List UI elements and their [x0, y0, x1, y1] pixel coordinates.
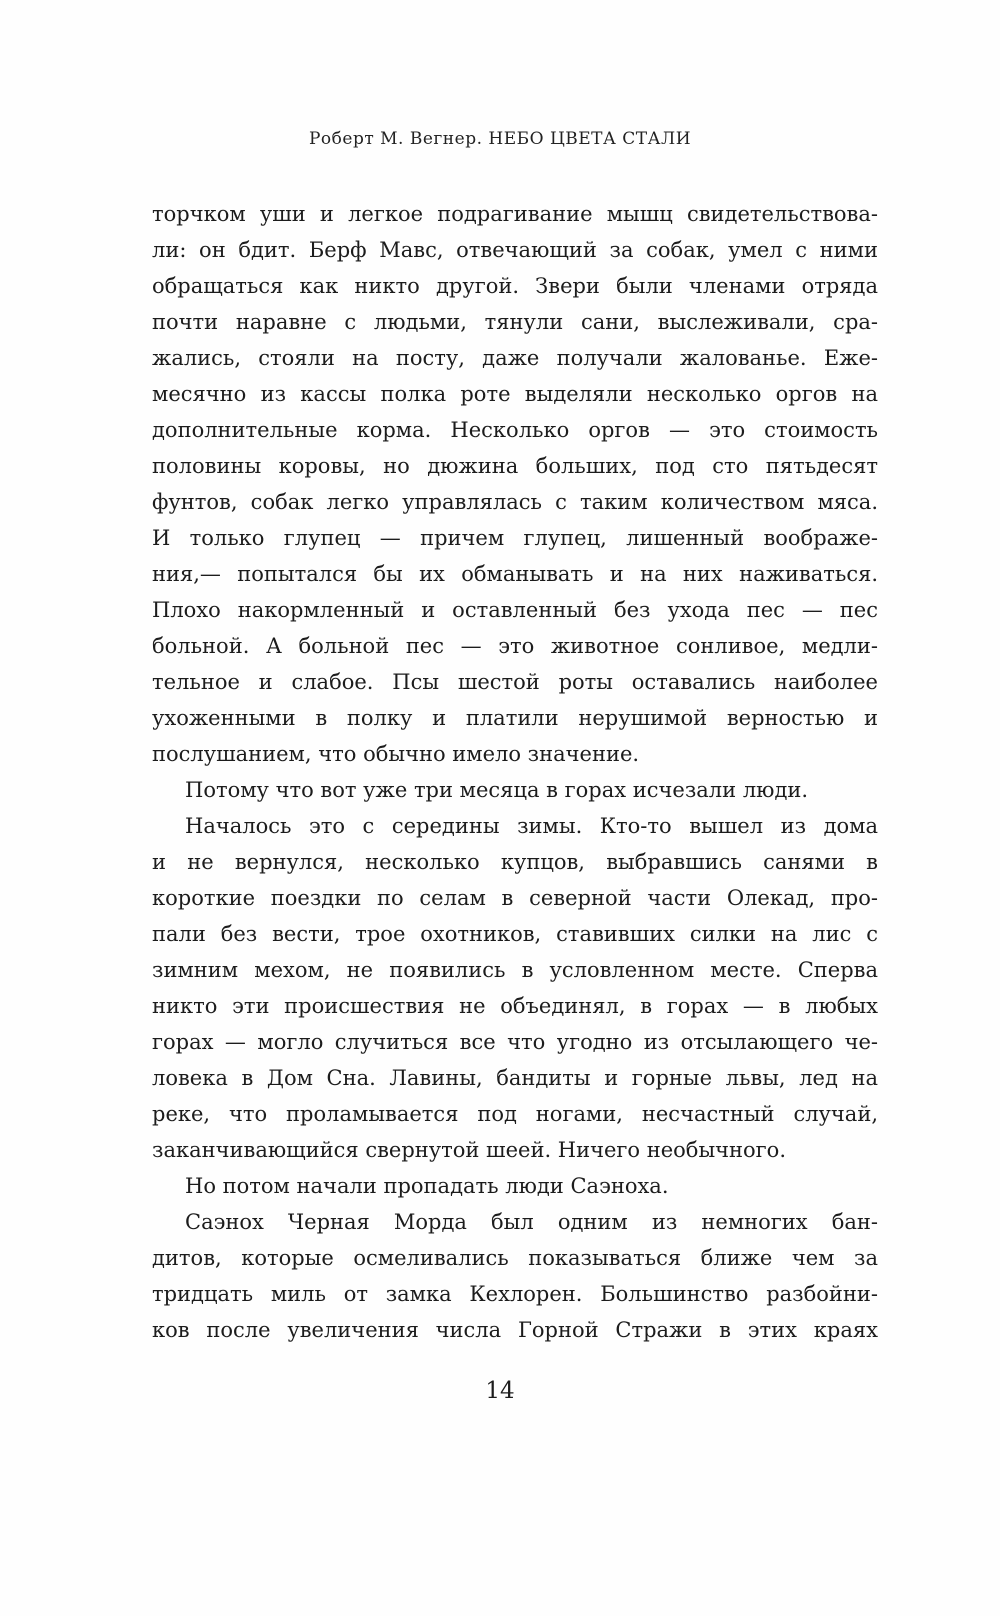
text-line: пали без вести, трое охотников, ставивших силки на лис с	[152, 922, 878, 946]
text-line: ухоженными в полку и платили нерушимой верностью и	[152, 706, 878, 730]
text-line: ловека в Дом Сна. Лавины, бандиты и горные львы, лед на	[152, 1066, 878, 1090]
paragraph	[152, 808, 878, 1168]
paragraph	[152, 1204, 878, 1348]
text-line: реке, что проламывается под ногами, несчастный случай,	[152, 1102, 878, 1126]
text-line: Саэнох Черная Морда был одним из немногих бан-	[185, 1210, 878, 1234]
text-line: обращаться как никто другой. Звери были членами отряда	[152, 274, 878, 298]
text-line: Плохо накормленный и оставленный без ухода пес — пес	[152, 598, 878, 622]
text-line: дополнительные корма. Несколько оргов — это стоимость	[152, 418, 878, 442]
text-line: тридцать миль от замка Кехлорен. Большинство разбойни-	[152, 1282, 878, 1306]
text-line: дитов, которые осмеливались показываться ближе чем за	[152, 1246, 878, 1270]
running-head: Роберт М. Вегнер. НЕБО ЦВЕТА СТАЛИ	[308, 129, 692, 149]
text-line: тельное и слабое. Псы шестой роты оставались наиболее	[152, 670, 878, 694]
text-line: никто эти происшествия не объединял, в горах — в любых	[152, 994, 878, 1018]
text-line: больной. А больной пес — это животное сонливое, медли-	[152, 634, 878, 658]
text-line: Потому что вот уже три месяца в горах исчезали люди.	[185, 778, 809, 802]
text-line: месячно из кассы полка роте выделяли несколько оргов на	[152, 382, 878, 406]
text-line: торчком уши и легкое подрагивание мышц свидетельствова-	[152, 202, 878, 226]
paragraph	[152, 1168, 878, 1204]
text-line: ков после увеличения числа Горной Стражи в этих краях	[152, 1318, 878, 1342]
paragraph	[152, 196, 878, 772]
text-line: почти наравне с людьми, тянули сани, выслеживали, сра-	[152, 310, 878, 334]
text-line: И только глупец — причем глупец, лишенный воображе-	[152, 526, 878, 550]
text-line: Началось это с середины зимы. Кто-то вышел из дома	[185, 814, 878, 838]
text-line: заканчивающийся свернутой шеей. Ничего необычного.	[152, 1138, 786, 1162]
text-line: половины коровы, но дюжина больших, под сто пятьдесят	[152, 454, 878, 478]
text-line: жались, стояли на посту, даже получали жалованье. Еже-	[152, 346, 878, 370]
text-line: ния,— попытался бы их обманывать и на них наживаться.	[152, 562, 878, 586]
text-line: зимним мехом, не появились в условленном месте. Сперва	[152, 958, 878, 982]
text-line: ли: он бдит. Берф Мавс, отвечающий за собак, умел с ними	[152, 238, 878, 262]
text-line: и не вернулся, несколько купцов, выбравшись санями в	[152, 850, 878, 874]
page-number: 14	[485, 1378, 515, 1404]
paragraph	[152, 772, 878, 808]
page-body	[152, 196, 878, 1348]
text-line: фунтов, собак легко управлялась с таким количеством мяса.	[152, 490, 878, 514]
text-line: послушанием, что обычно имело значение.	[152, 742, 640, 766]
text-line: горах — могло случиться все что угодно из отсылающего че-	[152, 1030, 878, 1054]
text-line: Но потом начали пропадать люди Саэноха.	[185, 1174, 669, 1198]
text-line: короткие поездки по селам в северной части Олекад, про-	[152, 886, 878, 910]
